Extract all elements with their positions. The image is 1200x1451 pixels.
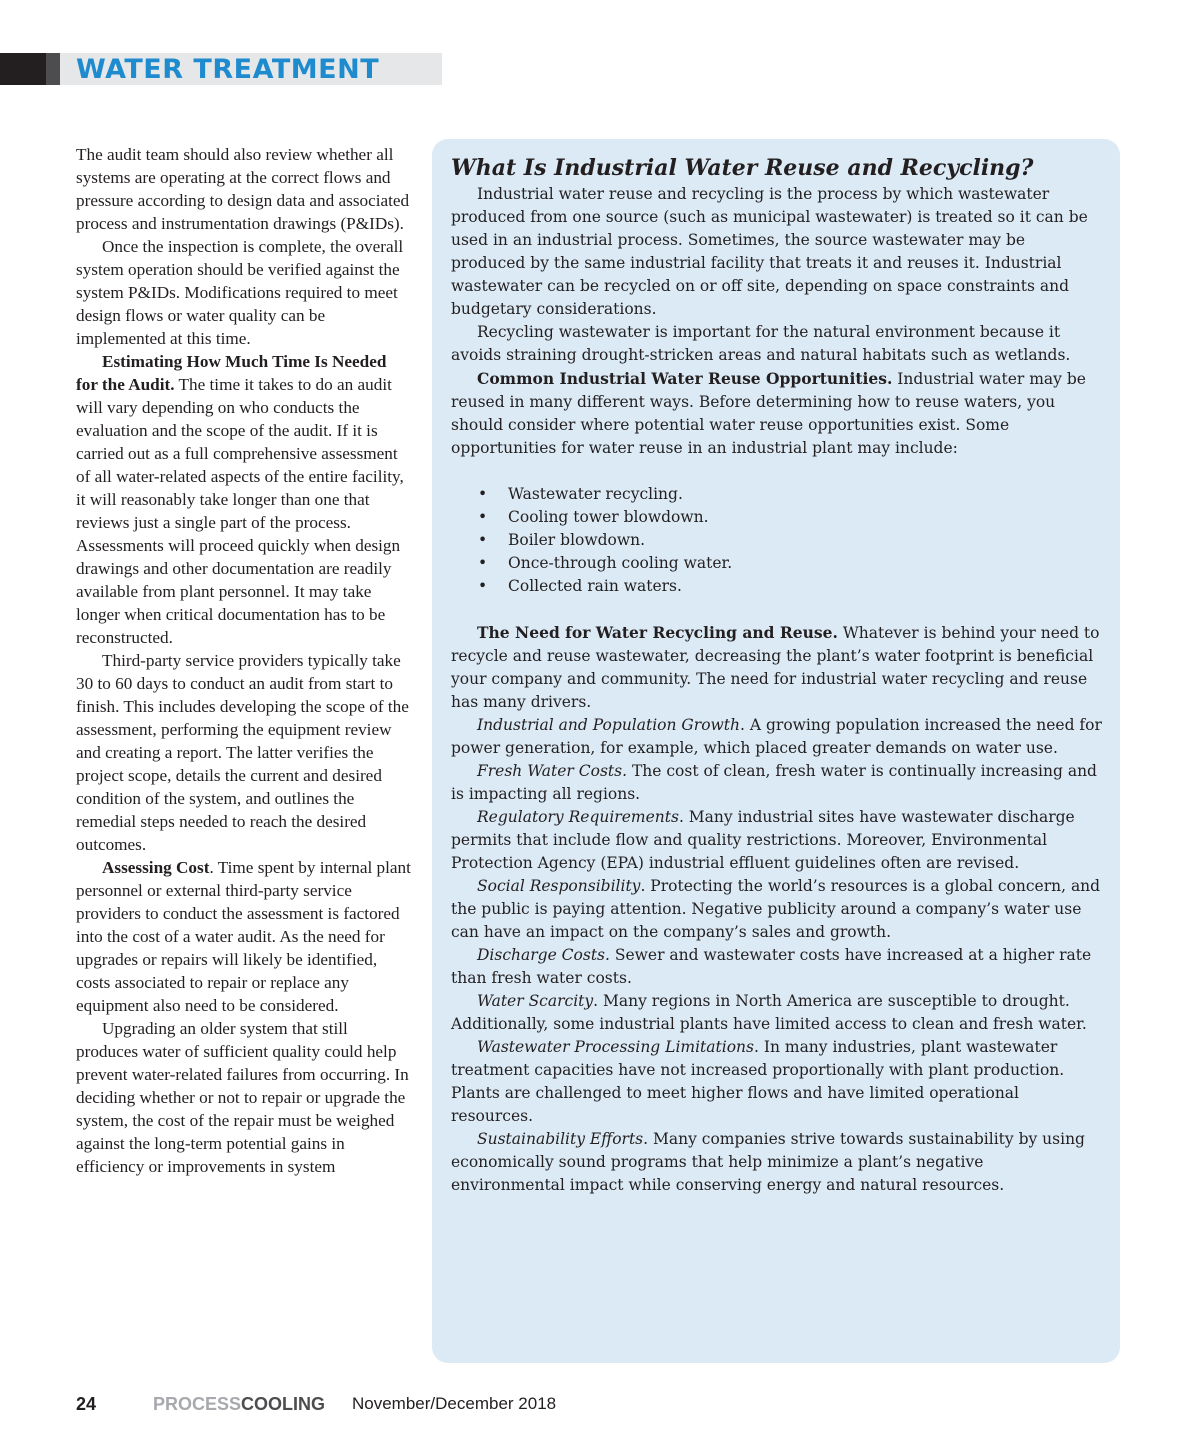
paragraph-text: The time it takes to do an audit will vary depending on who conducts the evaluation and the scope of the audit. If it is carried out as a full comprehensive assessment of all water-related aspects of the entire facility, it will reasonably take longer than one that reviews just a single part of the process. Assessments will proceed quickly when design drawings and other documentation are readily available from plant personnel. It may take longer when critical documentation has to be reconstructed.	[76, 375, 404, 647]
list-item: • Once-through cooling water.	[478, 552, 1102, 575]
driver-text: . Many industrial sites have wastewater discharge permits that include flow and quality restrictions. Moreover, Environmental Protection Agency (EPA) industrial effluent guidelines often are revised.	[451, 808, 1075, 872]
driver-paragraph	[451, 1128, 1102, 1197]
driver-text: . In many industries, plant wastewater treatment capacities have not increased proportionally with plant production. Plants are challenged to meet higher flows and have limited operational resources.	[451, 1038, 1065, 1125]
paragraph: Third-party service providers typically take 30 to 60 days to conduct an audit from start to finish. This includes developing the scope of the assessment, performing the equipment review and creating a report. The latter verifies the project scope, details the current and desired condition of the system, and outlines the remedial steps needed to reach the desired outcomes.	[76, 651, 409, 854]
driver-term: Regulatory Requirements	[477, 808, 679, 826]
driver-text: . Many companies strive towards sustainability by using economically sound programs that help minimize a plant’s negative environmental impact while conserving energy and natural resources.	[451, 1130, 1085, 1194]
left-column	[76, 143, 411, 1178]
issue-date: November/December 2018	[352, 1394, 557, 1413]
paragraph	[451, 621, 1102, 714]
driver-paragraph	[451, 714, 1102, 760]
paragraph: Industrial water reuse and recycling is the process by which wastewater produced from one source (such as municipal wastewater) is treated so it can be used in an industrial process. Sometimes, the source wastewater may be produced by the same industrial facility that treats it and reuses it. Industrial wastewater can be recycled on or off site, depending on space constraints and budgetary considerations.	[451, 185, 1088, 318]
driver-paragraph	[451, 806, 1102, 875]
subhead: Estimating How Much Time Is Needed for the Audit.	[76, 352, 387, 394]
driver-term: Sustainability Efforts	[477, 1130, 644, 1148]
driver-paragraph	[451, 944, 1102, 990]
driver-paragraph	[451, 760, 1102, 806]
subhead: Assessing Cost	[102, 858, 210, 877]
driver-term: Wastewater Processing Limitations	[477, 1038, 754, 1056]
driver-paragraph	[451, 1036, 1102, 1128]
page-number: 24	[76, 1394, 97, 1414]
paragraph-text: . Time spent by internal plant personnel or external third-party service providers to conduct the assessment is factored into the cost of a water audit. As the need for upgrades or repairs will likely be identified, costs associated to repair or replace any equipment also need to be considered.	[76, 858, 411, 1015]
driver-term: Social Responsibility	[477, 877, 641, 895]
driver-term: Discharge Costs.	[477, 946, 610, 964]
paragraph: Upgrading an older system that still produces water of sufficient quality could help prevent water-related failures from occurring. In deciding whether or not to repair or upgrade the system, the cost of the repair must be weighed against the long-term potential gains in efficiency or improvements in system	[76, 1019, 409, 1176]
driver-paragraph	[451, 875, 1102, 944]
paragraph: Once the inspection is complete, the overall system operation should be verified against the system P&IDs. Modifications required to meet design flows or water quality can be implemented at this time.	[76, 237, 404, 348]
driver-term: Water Scarcity	[477, 992, 594, 1010]
magazine-logo	[153, 1392, 325, 1416]
logo-part-cooling: COOLING	[241, 1394, 326, 1414]
driver-text: . A growing population increased the need for power generation, for example, which placed greater demands on water use.	[451, 716, 1102, 757]
list-item: • Cooling tower blowdown.	[478, 506, 1102, 529]
header-black-bar	[0, 53, 46, 85]
paragraph	[76, 350, 411, 649]
section-title: WATER TREATMENT	[76, 54, 380, 85]
bullet-list	[451, 483, 1102, 598]
subhead: Common Industrial Water Reuse Opportunities.	[477, 369, 893, 388]
driver-term: Industrial and Population Growth	[477, 716, 741, 734]
header-gray-bar	[46, 53, 60, 85]
sidebar-box	[432, 139, 1120, 1363]
subhead: The Need for Water Recycling and Reuse.	[477, 623, 838, 642]
paragraph-text: Industrial water may be reused in many different ways. Before determining how to reuse waters, you should consider where potential water reuse opportunities exist. Some opportunities for water reuse in an industrial plant may include:	[451, 370, 1086, 457]
list-item: • Collected rain waters.	[478, 575, 1102, 598]
paragraph: Recycling wastewater is important for the natural environment because it avoids straining drought-stricken areas and natural habitats such as wetlands.	[451, 323, 1071, 364]
driver-paragraph	[451, 990, 1102, 1036]
driver-text: . Protecting the world’s resources is a global concern, and the public is paying attention. Negative publicity around a company’s water use can have an impact on the company’s sales and growth.	[451, 877, 1101, 941]
sidebar-title: What Is Industrial Water Reuse and Recycling?	[451, 155, 1034, 181]
list-item: • Boiler blowdown.	[478, 529, 1102, 552]
paragraph	[76, 856, 411, 1017]
driver-text: Sewer and wastewater costs have increased at a higher rate than fresh water costs.	[451, 946, 1092, 987]
driver-text: . Many regions in North America are susceptible to drought. Additionally, some industrial plants have limited access to clean and fresh water.	[451, 992, 1087, 1033]
driver-text: The cost of clean, fresh water is continually increasing and is impacting all regions.	[451, 762, 1097, 803]
paragraph-text: Whatever is behind your need to recycle and reuse wastewater, decreasing the plant’s water footprint is beneficial your company and community. The need for industrial water recycling and reuse has many drivers.	[451, 624, 1100, 711]
paragraph	[451, 367, 1102, 460]
list-item: • Wastewater recycling.	[478, 483, 1102, 506]
driver-term: Fresh Water Costs.	[477, 762, 628, 780]
paragraph: The audit team should also review whether all systems are operating at the correct flows and pressure according to design data and associated process and instrumentation drawings (P&IDs).	[76, 145, 410, 233]
logo-part-process: PROCESS	[153, 1394, 242, 1414]
